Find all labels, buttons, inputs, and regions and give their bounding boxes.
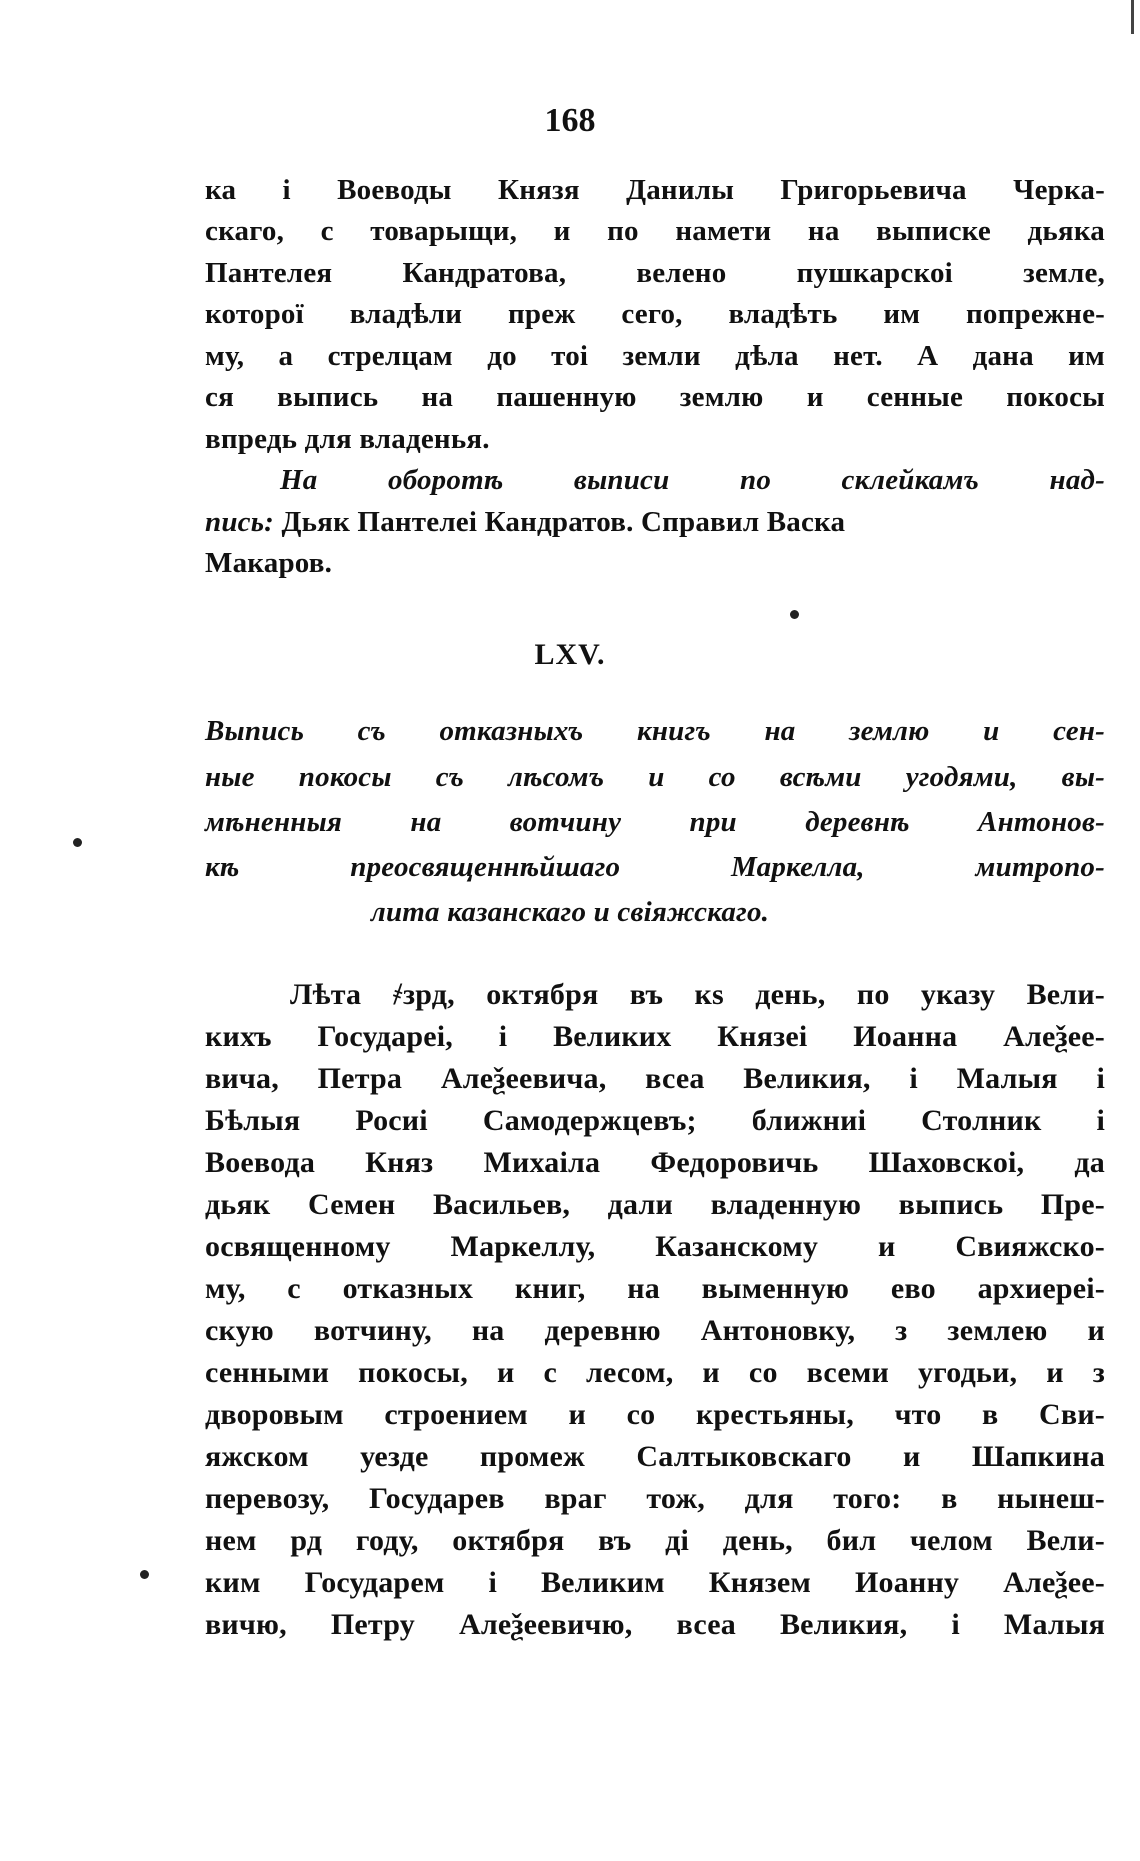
section-number: LXV. [534, 638, 606, 671]
paragraph2-line: Лѣта ҂зрд, октября въ кѕ день, по указу Вели- [290, 978, 1105, 1011]
paragraph2-line: ким Государем і Великим Князем Иоанну Алеѯее- [205, 1566, 1105, 1599]
paragraph2-line: освященному Маркеллу, Казанскому и Свияжско- [205, 1230, 1105, 1263]
reverse-note-italic: пись: [205, 506, 275, 538]
section-heading-line: лита казанскаго и свіяжскаго. [370, 896, 770, 928]
paragraph2-line: скую вотчину, на деревню Антоновку, з землею и [205, 1314, 1105, 1347]
paragraph2-line: сенными покосы, и с лесом, и со всеми угодьи, и з [205, 1356, 1105, 1389]
paragraph2-line: дьяк Семен Васильев, дали владенную выпись Пре- [205, 1188, 1105, 1221]
paragraph1-line: скаго, с товарыщи, и по намети на выписке дьяка [205, 215, 1105, 247]
paragraph2-line: дворовым строением и со крестьяны, что в Сви- [205, 1398, 1105, 1431]
reverse-note-line: На оборотѣ выписи по склейкамъ над- [280, 464, 1105, 496]
paragraph2-line: кихъ Государеі, і Великих Князеі Иоанна Алеѯее- [205, 1020, 1105, 1053]
paragraph2-line: му, с отказных книг, на выменную ево архиереі- [205, 1272, 1105, 1305]
reverse-note-text: Дьяк Пантелеі Кандратов. Справил Васка [274, 506, 846, 538]
section-heading-line: ные покосы съ лѣсомъ и со всѣми угодями, вы- [205, 761, 1105, 793]
paragraph2-line: Воевода Княз Михаіла Федоровичь Шаховскоі, да [205, 1146, 1105, 1179]
paragraph2-line: Бѣлыя Росиі Самодержцевъ; ближниі Столник і [205, 1104, 1105, 1137]
scan-edge-mark [1131, 0, 1134, 34]
paragraph2-line: нем рд году, октября въ ді день, бил челом Вели- [205, 1524, 1105, 1557]
paragraph2-line: яжском уезде промеж Салтыковскаго и Шапкина [205, 1440, 1105, 1473]
paragraph2-line: вича, Петра Алеѯеевича, всеа Великия, і Малыя і [205, 1062, 1105, 1095]
paragraph1-line: которої владѣли преж сего, владѣть им попрежне- [205, 298, 1105, 330]
paragraph2-line: перевозу, Государев враг тож, для того: в нынеш- [205, 1482, 1105, 1515]
paragraph1-line: ка і Воеводы Князя Данилы Григорьевича Черка- [205, 174, 1105, 206]
ink-speck [140, 1570, 149, 1579]
paragraph1-line: му, а стрелцам до тоі земли дѣла нет. А дана им [205, 340, 1105, 372]
paragraph2-line: вичю, Петру Алеѯеевичю, всеа Великия, і Малыя [205, 1608, 1105, 1641]
section-heading-line: мѣненныя на вотчину при деревнѣ Антонов- [205, 806, 1105, 838]
section-heading-line: кѣ преосвященнѣйшаго Маркелла, митропо- [205, 851, 1105, 883]
ink-speck [73, 838, 82, 847]
page-number: 168 [544, 102, 596, 139]
paragraph1-line: ся выпись на пашенную землю и сенные покосы [205, 381, 1105, 413]
ink-speck [790, 610, 799, 619]
section-heading-line: Выпись съ отказныхъ книгъ на землю и сен- [205, 715, 1105, 747]
paragraph1-line: Пантелея Кандратова, велено пушкарскоі земле, [205, 257, 1105, 289]
reverse-note-line: Макаров. [205, 547, 333, 579]
reverse-note-line [205, 506, 1105, 539]
paragraph1-line: впредь для владенья. [205, 423, 490, 455]
